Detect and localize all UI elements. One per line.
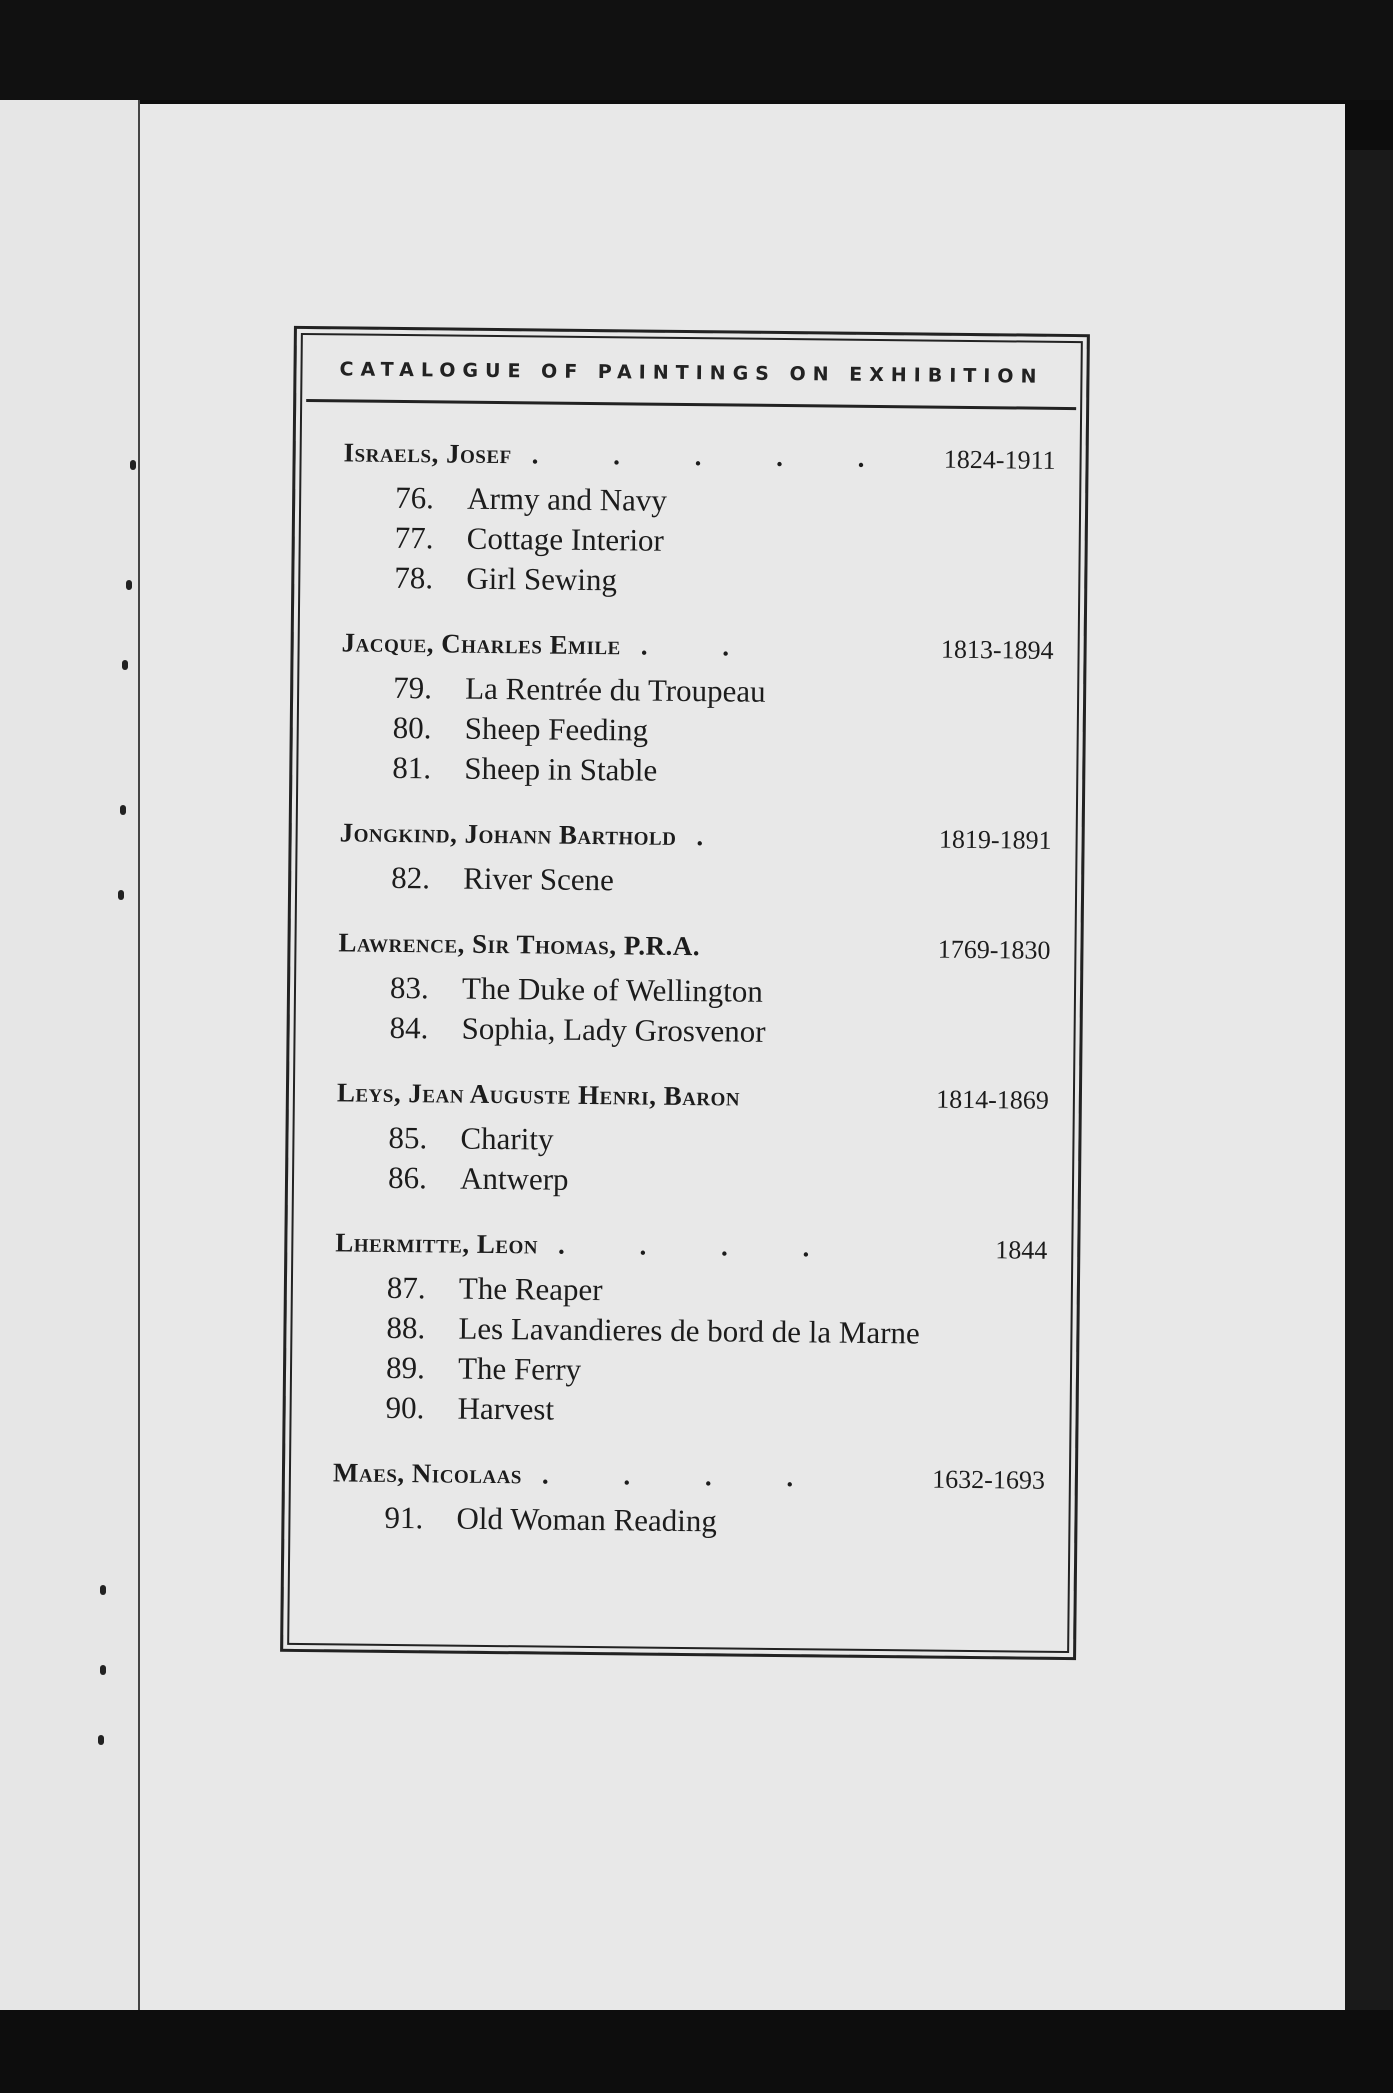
leader-dots: . . . . (541, 1459, 828, 1493)
artist-entry (332, 1457, 1045, 1544)
painting-number: 82. (391, 859, 431, 896)
binding-mark (126, 580, 132, 590)
painting-title: The Reaper (458, 1270, 603, 1308)
artist-entry (336, 1077, 1049, 1204)
leader-dots: . . . . (557, 1229, 844, 1263)
painting-number: 88. (386, 1309, 426, 1346)
artist-entry (340, 627, 1054, 794)
film-border-right (1345, 150, 1393, 2010)
binding-mark (98, 1735, 104, 1745)
facing-page-edge (0, 100, 140, 2010)
painting-title: Old Woman Reading (456, 1500, 718, 1539)
artist-entry (333, 1227, 1047, 1434)
painting-number: 91. (384, 1499, 424, 1536)
artist-dates: 1769-1830 (937, 934, 1051, 965)
catalogue-frame (280, 326, 1090, 1660)
painting-number: 76. (394, 479, 435, 516)
painting-entry (339, 857, 1051, 904)
artist-name: Jongkind, Johann Barthold (339, 817, 677, 851)
painting-number: 85. (388, 1119, 428, 1156)
painting-number: 83. (389, 969, 429, 1006)
painting-title: The Duke of Wellington (461, 970, 764, 1009)
catalogue-heading: CATALOGUE OF PAINTINGS ON EXHIBITION (339, 358, 1044, 388)
painting-title: Les Lavandieres de bord de la Marne (458, 1310, 920, 1351)
artist-dates: 1824-1911 (943, 444, 1056, 475)
painting-number: 77. (394, 519, 434, 556)
artist-name: Lhermitte, Leon (335, 1227, 539, 1260)
painting-title: Charity (460, 1120, 554, 1157)
artist-entry (342, 437, 1056, 604)
painting-entry (340, 747, 1052, 794)
painting-title: La Rentrée du Troupeau (464, 670, 766, 709)
artist-dates: 1819-1891 (938, 824, 1052, 855)
painting-title: River Scene (463, 860, 615, 898)
painting-number: 84. (389, 1009, 429, 1046)
painting-number: 79. (393, 669, 433, 706)
artist-name: Maes, Nicolaas (332, 1457, 523, 1490)
painting-title: Antwerp (459, 1160, 569, 1197)
painting-entry (333, 1387, 1045, 1434)
binding-mark (120, 805, 126, 815)
artist-name: Lawrence, Sir Thomas, P.R.A. (338, 927, 701, 962)
leader-dots (700, 955, 926, 957)
leader-dots (740, 1106, 924, 1108)
painting-entry (342, 557, 1054, 604)
leader-dots: . (696, 821, 738, 852)
artist-dates: 1844 (995, 1235, 1048, 1265)
binding-mark (130, 460, 136, 470)
binding-mark (122, 660, 128, 670)
painting-title: Harvest (457, 1390, 555, 1427)
painting-title: Girl Sewing (466, 560, 618, 598)
artist-list (332, 437, 1056, 1574)
painting-number: 81. (392, 749, 432, 786)
painting-title: Cottage Interior (466, 520, 665, 558)
binding-mark (118, 890, 124, 900)
artist-dates: 1814-1869 (936, 1084, 1050, 1115)
painting-number: 87. (386, 1269, 426, 1306)
painting-entry (337, 1007, 1049, 1054)
painting-number: 86. (387, 1159, 427, 1196)
painting-title: Sophia, Lady Grosvenor (461, 1010, 766, 1049)
binding-mark (100, 1665, 106, 1675)
leader-dots: . . . . . (531, 439, 899, 474)
painting-title: The Ferry (457, 1350, 582, 1387)
artist-dates: 1813-1894 (940, 634, 1054, 665)
painting-entry (332, 1497, 1044, 1544)
painting-number: 80. (392, 709, 432, 746)
artist-dates: 1632-1693 (932, 1464, 1046, 1495)
painting-title: Army and Navy (466, 480, 668, 518)
artist-entry (337, 927, 1050, 1054)
artist-name: Israels, Josef (343, 437, 512, 470)
painting-number: 90. (385, 1389, 425, 1426)
leader-dots: . . (640, 630, 764, 662)
film-border-top (0, 0, 1393, 100)
artist-entry (339, 817, 1052, 904)
painting-number: 78. (394, 559, 434, 596)
painting-title: Sheep Feeding (464, 710, 649, 748)
painting-entry (336, 1157, 1048, 1204)
painting-number: 89. (385, 1349, 425, 1386)
painting-title: Sheep in Stable (464, 750, 658, 788)
catalogue-header (306, 339, 1077, 410)
artist-name: Leys, Jean Auguste Henri, Baron (336, 1077, 741, 1112)
binding-mark (100, 1585, 106, 1595)
artist-name: Jacque, Charles Emile (341, 627, 621, 661)
